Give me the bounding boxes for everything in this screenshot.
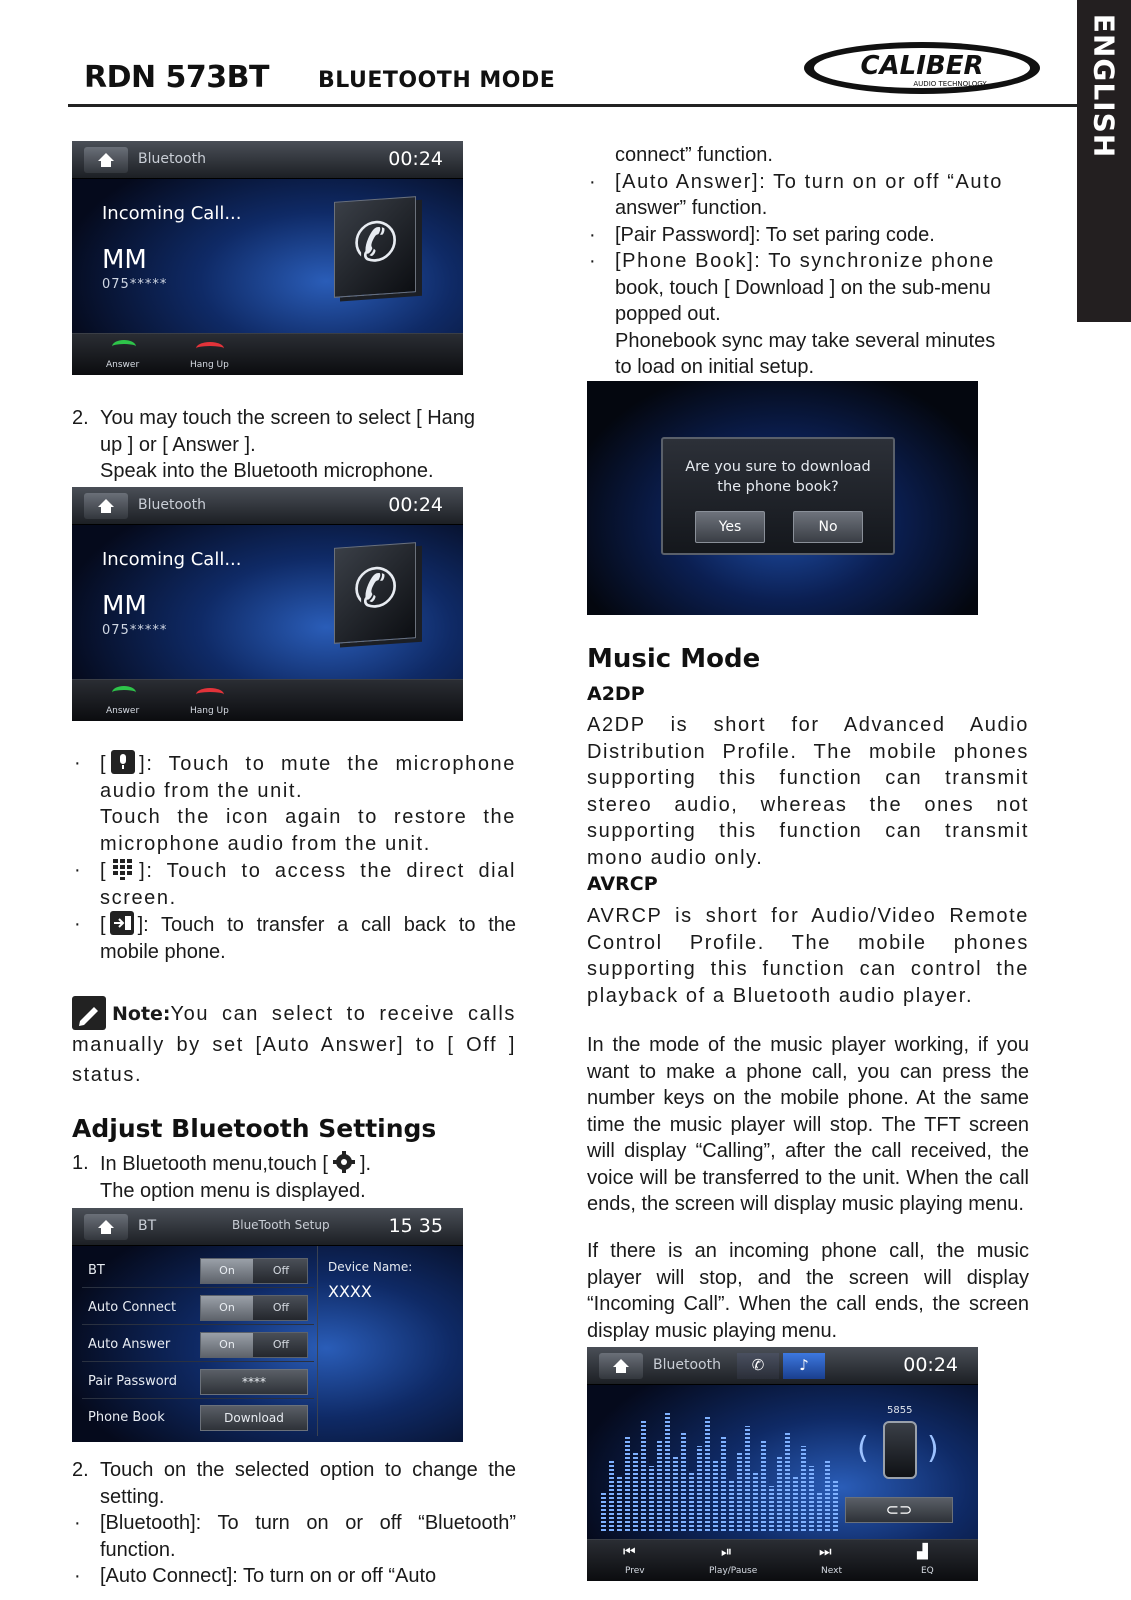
transfer-bullet-open: [ bbox=[100, 914, 106, 936]
hangup-icon bbox=[196, 342, 224, 355]
equalizer-bar bbox=[681, 1431, 686, 1531]
pair-password-value: **** bbox=[200, 1369, 308, 1395]
equalizer-bar bbox=[753, 1471, 758, 1531]
bluetooth-bullet: · [Bluetooth]: To turn on or off “Bluetooth” function. bbox=[72, 1510, 516, 1563]
equalizer-bar bbox=[673, 1456, 678, 1531]
adjust-settings-heading: Adjust Bluetooth Settings bbox=[72, 1114, 437, 1143]
equalizer-bar bbox=[825, 1461, 830, 1531]
auto-connect-bullet: · [Auto Connect]: To turn on or off “Auto bbox=[72, 1563, 516, 1590]
auto-answer-toggle bbox=[200, 1332, 308, 1358]
pair-password-bullet: · [Pair Password]: To set paring code. bbox=[587, 222, 1029, 249]
avrcp-text: AVRCP is short for Audio/Video Remote Control Profile. The mobile phones supporting this function can control the playback of a Bluetooth audio player. bbox=[587, 905, 1029, 1007]
screen-topbar bbox=[72, 141, 463, 179]
setting-row-auto-connect bbox=[82, 1291, 314, 1325]
prev-label: Prev bbox=[625, 1566, 645, 1576]
mute-restore-text: Touch the icon again to restore the microphone audio from the unit. bbox=[100, 806, 516, 855]
setting-row-auto-answer bbox=[82, 1328, 314, 1362]
header-rule bbox=[68, 104, 1080, 107]
setting-label: BT bbox=[88, 1263, 105, 1278]
next-label: Next bbox=[821, 1566, 842, 1576]
answer-icon bbox=[112, 340, 136, 353]
phone-book-line-3: popped out. bbox=[615, 303, 721, 325]
incoming-call-screenshot-1 bbox=[72, 141, 463, 375]
settings-divider bbox=[317, 1246, 318, 1436]
toggle-on: On bbox=[201, 1333, 253, 1357]
dial-bullet-text: ]: Touch to access the direct dial screen. bbox=[100, 860, 516, 909]
note-text: You can select to receive calls manually by set [Auto Answer] to [ Off ] status. bbox=[72, 1003, 516, 1086]
screen-bottombar bbox=[587, 1539, 978, 1581]
caller-name: MM bbox=[102, 245, 147, 275]
download-button: Download bbox=[200, 1405, 308, 1431]
step-2-text bbox=[72, 405, 516, 485]
phone-book-bullet: · [Phone Book]: To synchronize phone bbox=[587, 248, 1029, 275]
toggle-off: Off bbox=[272, 1264, 290, 1277]
equalizer-bar bbox=[761, 1441, 766, 1531]
music-mode-heading: Music Mode bbox=[587, 644, 761, 674]
toggle-on: On bbox=[201, 1259, 253, 1283]
phone-book-line-5: to load on initial setup. bbox=[615, 356, 815, 378]
equalizer-bar bbox=[649, 1466, 654, 1531]
download-phonebook-screenshot bbox=[587, 381, 978, 615]
screen-title: Bluetooth bbox=[138, 151, 206, 167]
settings-step-2-block bbox=[72, 1457, 516, 1590]
logo-sub-text: AUDIO TECHNOLOGY bbox=[913, 80, 987, 88]
device-name-value: XXXX bbox=[328, 1282, 372, 1301]
screen-topbar bbox=[587, 1347, 978, 1385]
play-pause-icon: ⏯ bbox=[721, 1544, 733, 1560]
answer-label: Answer bbox=[106, 360, 140, 370]
music-para-1: In the mode of the music player working, if you want to make a phone call, you can press the number keys on the mobile phone. At the same time the music player will stop. The TFT screen will display “Calling”, after the call received, the voice will be transferred to the unit. When the call ends, the screen will display music playing menu. bbox=[587, 1034, 1029, 1215]
toggle-on: On bbox=[201, 1296, 253, 1320]
equalizer-bar bbox=[729, 1481, 734, 1531]
caller-name: MM bbox=[102, 591, 147, 621]
hangup-label: Hang Up bbox=[190, 706, 229, 716]
settings-step-1-result: The option menu is displayed. bbox=[100, 1179, 366, 1202]
note-label: Note: bbox=[112, 1003, 171, 1025]
screen-title: Bluetooth bbox=[138, 497, 206, 513]
auto-connect-toggle bbox=[200, 1295, 308, 1321]
home-icon bbox=[84, 147, 128, 173]
equalizer-visual bbox=[601, 1401, 843, 1531]
home-icon bbox=[84, 493, 128, 519]
equalizer-bar bbox=[705, 1416, 710, 1531]
call-status: Incoming Call... bbox=[102, 203, 242, 224]
dialpad-icon bbox=[111, 857, 135, 881]
equalizer-bar bbox=[697, 1446, 702, 1531]
screen-clock: 00:24 bbox=[903, 1354, 958, 1376]
hangup-label: Hang Up bbox=[190, 360, 229, 370]
equalizer-bar bbox=[721, 1436, 726, 1531]
equalizer-bar bbox=[817, 1491, 822, 1531]
dial-bullet-open: [ bbox=[100, 860, 108, 882]
equalizer-bar bbox=[633, 1451, 638, 1531]
note-pencil-icon bbox=[72, 996, 106, 1030]
phone-book-line-2: book, touch [ Download ] on the sub-menu bbox=[615, 276, 991, 299]
prev-icon: ⏮ bbox=[623, 1544, 636, 1560]
auto-answer-cont: answer” function. bbox=[615, 197, 768, 219]
phone-device-icon bbox=[883, 1421, 917, 1479]
equalizer-bar bbox=[833, 1481, 838, 1531]
signal-right-icon: ) bbox=[927, 1431, 939, 1466]
setting-row-bt bbox=[82, 1254, 314, 1288]
toggle-off: Off bbox=[272, 1301, 290, 1314]
setting-label: Auto Connect bbox=[88, 1300, 177, 1315]
a2dp-text: A2DP is short for Advanced Audio Distribution Profile. The mobile phones supporting this function can transmit stereo audio, whereas the ones not supporting this function can transmit mono audio only. bbox=[587, 714, 1029, 869]
step-2-line-1: You may touch the screen to select [ Hang bbox=[100, 407, 476, 429]
equalizer-bar bbox=[737, 1451, 742, 1531]
back-icon bbox=[84, 1214, 128, 1240]
equalizer-bar bbox=[609, 1461, 614, 1531]
logo-main-text: CALIBER bbox=[860, 51, 984, 81]
settings-step-1-text: In Bluetooth menu,touch [ bbox=[100, 1153, 328, 1175]
incoming-call-screenshot-2 bbox=[72, 487, 463, 721]
screen-bottombar bbox=[72, 679, 463, 721]
step-2-line-2: up ] or [ Answer ]. bbox=[100, 433, 256, 456]
screen-clock: 00:24 bbox=[388, 494, 443, 516]
step-2-number: 2. bbox=[72, 407, 89, 429]
language-tab bbox=[1077, 0, 1131, 322]
mute-bullet-open: [ bbox=[100, 753, 108, 775]
caller-number: 075***** bbox=[102, 623, 168, 638]
music-tab-icon: ♪ bbox=[783, 1353, 825, 1379]
microphone-icon bbox=[111, 750, 135, 774]
yes-button: Yes bbox=[695, 511, 765, 543]
settings-step-2-number: 2. bbox=[72, 1459, 89, 1481]
bluetooth-setup-screenshot bbox=[72, 1208, 463, 1442]
transfer-call-icon bbox=[110, 911, 134, 935]
language-tab-label: ENGLISH bbox=[1087, 13, 1121, 159]
equalizer-bar bbox=[601, 1491, 606, 1531]
model-title: RDN 573BT bbox=[84, 60, 270, 95]
call-status: Incoming Call... bbox=[102, 549, 242, 570]
icon-bullets bbox=[72, 750, 516, 965]
equalizer-bar bbox=[745, 1426, 750, 1531]
incoming-phone-icon: ✆ bbox=[334, 196, 416, 298]
device-name: 5855 bbox=[887, 1405, 913, 1416]
play-pause-label: Play/Pause bbox=[709, 1566, 758, 1576]
step-2-line-3: Speak into the Bluetooth microphone. bbox=[100, 460, 434, 482]
screen-title: BT bbox=[138, 1218, 157, 1234]
equalizer-bar bbox=[641, 1421, 646, 1531]
equalizer-bar bbox=[809, 1466, 814, 1531]
screen-clock: 00:24 bbox=[388, 148, 443, 170]
equalizer-bar bbox=[769, 1486, 774, 1531]
answer-icon bbox=[112, 686, 136, 699]
setting-label: Phone Book bbox=[88, 1410, 165, 1425]
equalizer-bar bbox=[617, 1476, 622, 1531]
equalizer-bar bbox=[657, 1441, 662, 1531]
bt-toggle bbox=[200, 1258, 308, 1284]
settings-step-1-close: ]. bbox=[359, 1153, 372, 1175]
equalizer-bar bbox=[689, 1471, 694, 1531]
equalizer-bar bbox=[801, 1446, 806, 1531]
music-para-2: If there is an incoming phone call, the music player will stop, and the screen will display “Incoming Call”. When the call ends, the screen display music playing menu. bbox=[587, 1240, 1029, 1342]
answer-label: Answer bbox=[106, 706, 140, 716]
hangup-icon bbox=[196, 688, 224, 701]
eq-label: EQ bbox=[921, 1566, 934, 1576]
screen-title: Bluetooth bbox=[653, 1357, 721, 1373]
settings-step-2-text: Touch on the selected option to change the setting. bbox=[100, 1459, 516, 1508]
settings-bullets-cont bbox=[587, 142, 1029, 381]
dialog-question: Are you sure to download the phone book? bbox=[685, 459, 871, 495]
no-button: No bbox=[793, 511, 863, 543]
transfer-bullet-text: ]: Touch to transfer a call back to the mobile phone. bbox=[100, 914, 516, 963]
equalizer-bar bbox=[713, 1461, 718, 1531]
gear-icon bbox=[332, 1150, 356, 1174]
auto-connect-cont: connect” function. bbox=[615, 144, 773, 166]
equalizer-bar bbox=[665, 1411, 670, 1531]
section-title: BLUETOOTH MODE bbox=[318, 68, 556, 93]
eq-icon: ▟ bbox=[917, 1544, 928, 1560]
incoming-phone-icon: ✆ bbox=[334, 542, 416, 644]
equalizer-bar bbox=[785, 1431, 790, 1531]
music-player-screenshot bbox=[587, 1347, 978, 1581]
setting-label: Auto Answer bbox=[88, 1337, 171, 1352]
device-name-label: Device Name: bbox=[328, 1260, 413, 1274]
caliber-logo bbox=[800, 38, 1045, 98]
next-icon: ⏭ bbox=[819, 1544, 832, 1560]
avrcp-heading: AVRCP bbox=[587, 873, 658, 895]
mute-bullet-text: ]: Touch to mute the microphone audio from the unit. bbox=[100, 753, 516, 802]
home-icon bbox=[599, 1353, 643, 1379]
setting-label: Pair Password bbox=[88, 1374, 178, 1389]
screen-clock: 15 35 bbox=[388, 1215, 443, 1237]
settings-step-1-number: 1. bbox=[72, 1152, 89, 1174]
a2dp-heading: A2DP bbox=[587, 683, 645, 705]
phone-book-line-4: Phonebook sync may take several minutes bbox=[615, 329, 996, 352]
screen-topbar bbox=[72, 1208, 463, 1246]
toggle-off: Off bbox=[272, 1338, 290, 1351]
equalizer-bar bbox=[777, 1456, 782, 1531]
equalizer-bar bbox=[793, 1476, 798, 1531]
screen-topbar bbox=[72, 487, 463, 525]
auto-answer-bullet: · [Auto Answer]: To turn on or off “Auto bbox=[587, 169, 1029, 196]
setting-row-pair-password bbox=[82, 1365, 314, 1399]
signal-left-icon: ( bbox=[857, 1431, 869, 1466]
download-dialog bbox=[661, 437, 895, 555]
link-icon: ⊂⊃ bbox=[845, 1497, 953, 1523]
settings-step-1 bbox=[72, 1150, 516, 1204]
caller-number: 075***** bbox=[102, 277, 168, 292]
screen-center-title: BlueTooth Setup bbox=[232, 1218, 330, 1232]
note-block bbox=[72, 996, 516, 1090]
setting-row-phone-book bbox=[82, 1401, 314, 1435]
phone-tab-icon: ✆ bbox=[737, 1353, 779, 1379]
screen-bottombar bbox=[72, 333, 463, 375]
equalizer-bar bbox=[625, 1436, 630, 1531]
